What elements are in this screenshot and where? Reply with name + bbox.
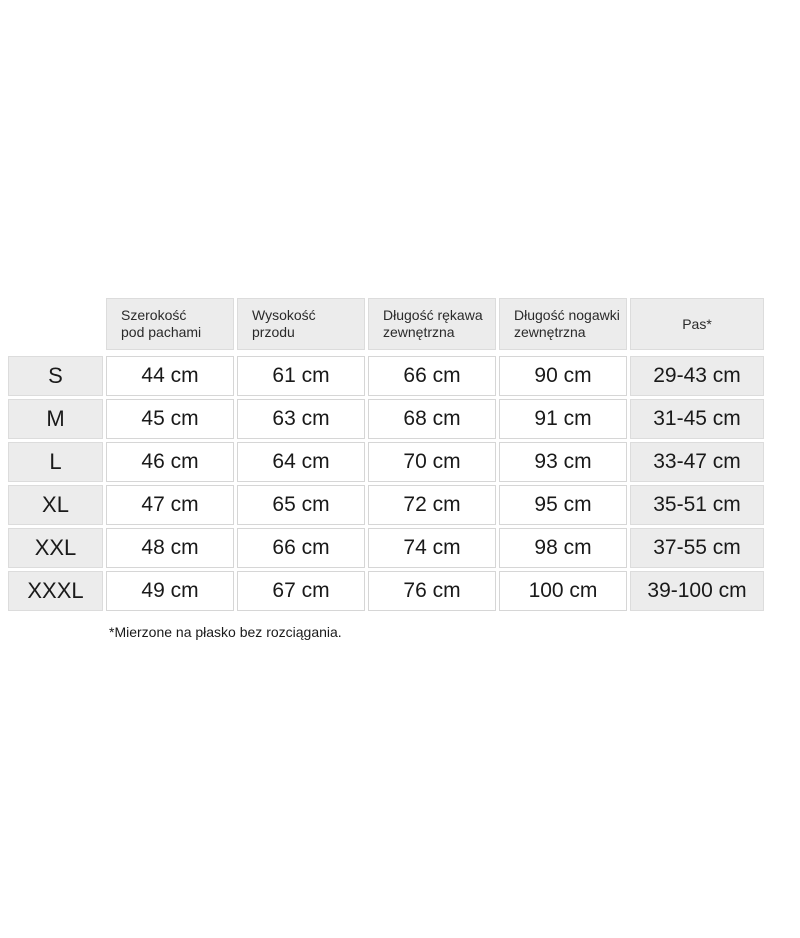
value-cell: 65 cm (237, 485, 365, 525)
header-cell-leg-length (499, 298, 627, 350)
header-cell-chest-width (106, 298, 234, 350)
table-row (8, 356, 770, 396)
size-label-cell: M (8, 399, 103, 439)
value-cell: 74 cm (368, 528, 496, 568)
value-cell: 37-55 cm (630, 528, 764, 568)
size-label-cell: XL (8, 485, 103, 525)
value-cell: 66 cm (237, 528, 365, 568)
size-label-cell: XXL (8, 528, 103, 568)
value-cell: 93 cm (499, 442, 627, 482)
value-cell: 67 cm (237, 571, 365, 611)
value-cell: 45 cm (106, 399, 234, 439)
header-label: Długość nogawki zewnętrzna (514, 307, 620, 340)
value-cell: 66 cm (368, 356, 496, 396)
size-label-cell: L (8, 442, 103, 482)
value-cell: 68 cm (368, 399, 496, 439)
value-cell: 31-45 cm (630, 399, 764, 439)
table-row (8, 571, 770, 611)
table-row (8, 442, 770, 482)
header-label: Wysokość przodu (252, 307, 316, 340)
header-corner-cell (8, 298, 103, 350)
table-header-row (8, 298, 770, 350)
size-label-cell: XXXL (8, 571, 103, 611)
value-cell: 47 cm (106, 485, 234, 525)
value-cell: 63 cm (237, 399, 365, 439)
header-label: Długość rękawa zewnętrzna (383, 307, 483, 340)
value-cell: 35-51 cm (630, 485, 764, 525)
value-cell: 72 cm (368, 485, 496, 525)
value-cell: 61 cm (237, 356, 365, 396)
value-cell: 70 cm (368, 442, 496, 482)
table-row (8, 399, 770, 439)
header-cell-sleeve-length (368, 298, 496, 350)
value-cell: 29-43 cm (630, 356, 764, 396)
value-cell: 64 cm (237, 442, 365, 482)
value-cell: 49 cm (106, 571, 234, 611)
table-row (8, 485, 770, 525)
header-label: Szerokość pod pachami (121, 307, 202, 340)
value-cell: 98 cm (499, 528, 627, 568)
size-chart-table (8, 298, 770, 614)
value-cell: 39-100 cm (630, 571, 764, 611)
value-cell: 48 cm (106, 528, 234, 568)
value-cell: 33-47 cm (630, 442, 764, 482)
header-cell-front-height (237, 298, 365, 350)
header-cell-waist (630, 298, 764, 350)
measurement-footnote: *Mierzone na płasko bez rozciągania. (109, 624, 342, 640)
value-cell: 95 cm (499, 485, 627, 525)
table-row (8, 528, 770, 568)
value-cell: 44 cm (106, 356, 234, 396)
value-cell: 46 cm (106, 442, 234, 482)
value-cell: 91 cm (499, 399, 627, 439)
header-label: Pas* (682, 315, 712, 332)
value-cell: 76 cm (368, 571, 496, 611)
value-cell: 100 cm (499, 571, 627, 611)
value-cell: 90 cm (499, 356, 627, 396)
size-label-cell: S (8, 356, 103, 396)
